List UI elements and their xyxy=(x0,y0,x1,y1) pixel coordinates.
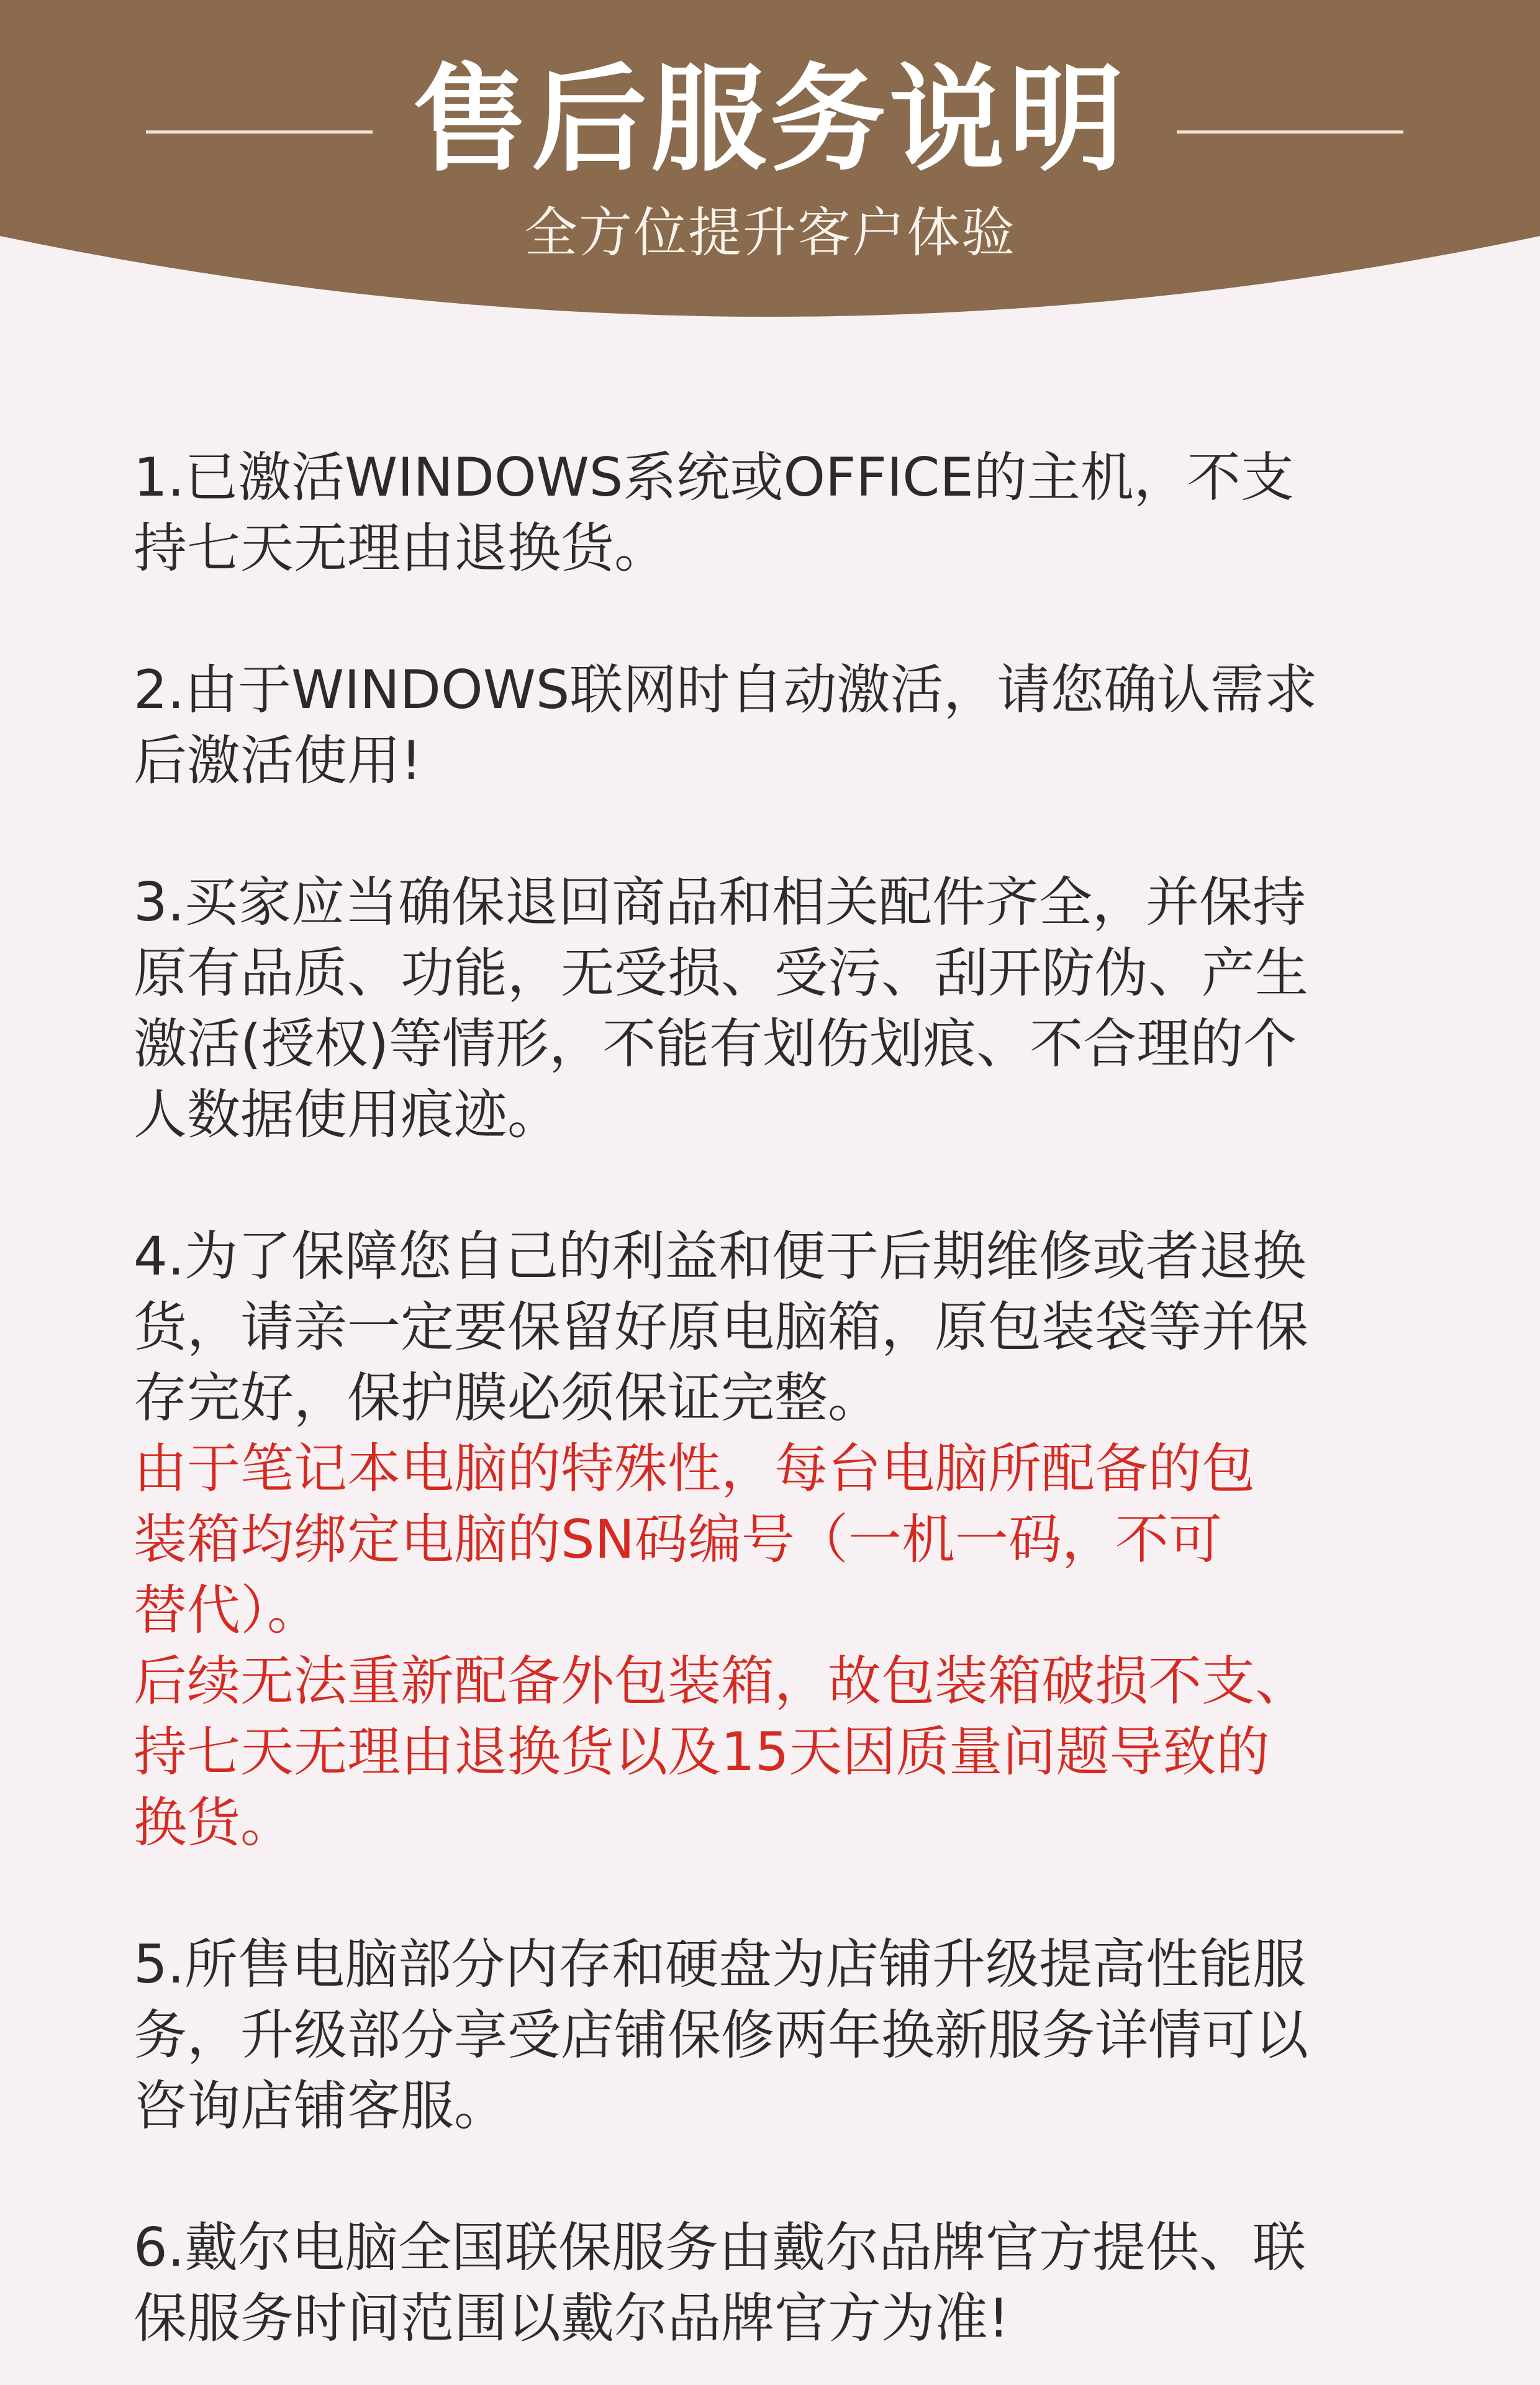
note-5: 5.所售电脑部分内存和硬盘为店铺升级提高性能服 务，升级部分享受店铺保修两年换新服务详情可以 咨询店铺客服。 xyxy=(134,1933,1308,2137)
spacer xyxy=(134,1150,1500,1221)
page-title: 售后服务说明 xyxy=(412,52,1128,187)
spacer xyxy=(134,584,1500,655)
spacer xyxy=(134,796,1500,867)
note-3: 3.买家应当确保退回商品和相关配件齐全，并保持 原有品质、功能，无受损、受污、刮开防伪、产生 激活(授权)等情形，不能有划伤划痕、不合理的个 人数据使用痕迹。 xyxy=(134,871,1308,1146)
note-4-warning-return: 后续无法重新配备外包装箱，故包装箱破损不支、 持七天无理由退换货以及15天因质量问题导致的 换货。 xyxy=(134,1650,1308,1854)
note-4-warning-packaging: 由于笔记本电脑的特殊性，每台电脑所配备的包 装箱均绑定电脑的SN码编号（一机一码，不可 替代）。 xyxy=(134,1438,1255,1642)
note-4: 4.为了保障您自己的利益和便于后期维修或者退换 货，请亲一定要保留好原电脑箱，原包装袋等并保 存完好，保护膜必须保证完整。 xyxy=(134,1225,1308,1429)
spacer xyxy=(134,2142,1500,2212)
note-6: 6.戴尔电脑全国联保服务由戴尔品牌官方提供、联 保服务时间范围以戴尔品牌官方为准! xyxy=(134,2217,1307,2350)
note-2: 2.由于WINDOWS联网时自动激活，请您确认需求 后激活使用! xyxy=(134,659,1318,792)
note-1: 1.已激活WINDOWS系统或OFFICE的主机，不支 持七天无理由退换货。 xyxy=(134,447,1294,579)
page-subtitle: 全方位提升客户体验 xyxy=(524,202,1016,264)
title-divider-right xyxy=(1177,130,1403,134)
service-notes xyxy=(134,442,1500,2354)
header-banner xyxy=(0,0,1540,335)
spacer xyxy=(134,1858,1500,1929)
